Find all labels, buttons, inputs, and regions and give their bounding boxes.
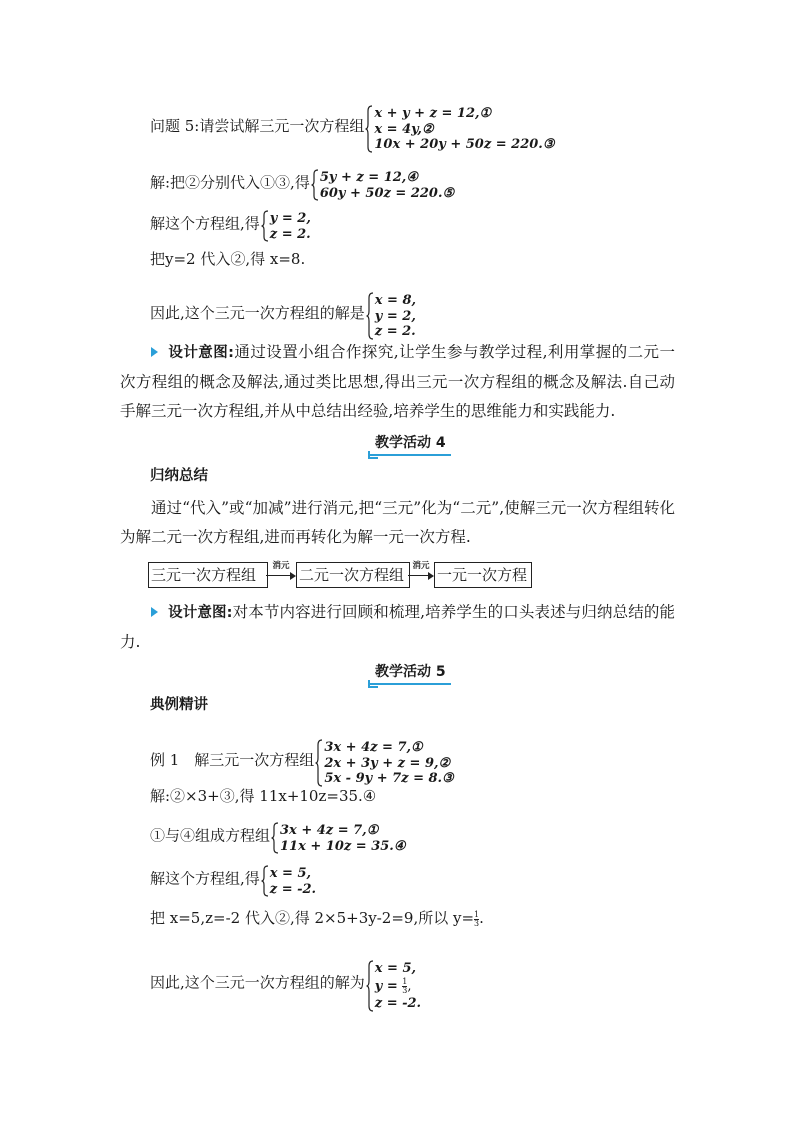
step-label: 解这个方程组,得 — [150, 869, 260, 888]
example-1 — [150, 740, 454, 787]
design-intent-label: 设计意图: — [168, 605, 233, 621]
left-brace-icon — [261, 210, 269, 242]
summary-title: 归纳总结 — [150, 468, 208, 484]
equation-system-step-1 — [311, 170, 454, 201]
example-step-4: 把 x=5,z=-2 代入②,得 2×5+3y-2=9,所以 $y=\frac{1}{3}$ . — [150, 909, 484, 928]
equation-system-step-4 — [366, 293, 416, 340]
fraction-one-third: $\frac{1}{3}$ — [474, 909, 480, 928]
heading-underline — [370, 454, 451, 456]
solution-step-3: 把y=2 代入②,得 x=8. — [150, 250, 306, 268]
flow-arrow-label: 消元 — [412, 561, 430, 571]
left-brace-icon — [271, 822, 279, 854]
equation-row: 5x - 9y + 7z = 8.③ — [324, 771, 454, 786]
step-text: 把 x=5,z=-2 代入②,得 2×5+3y-2=9,所以 y= — [150, 909, 475, 927]
equation-system-example-solution — [366, 961, 421, 1011]
example-title: 典例精讲 — [150, 697, 208, 713]
equation-row: 3x + 4z = 7,① — [280, 823, 379, 838]
example-step-1: 解:②×3+③,得 11x+10z=35.④ — [150, 787, 377, 805]
activity-title: 教学活动 4 — [375, 435, 446, 451]
equation-row: $y = \frac{1}{3}$ , — [374, 976, 412, 995]
design-intent-label: 设计意图: — [168, 345, 234, 361]
equation-row: x = 4y,② — [374, 121, 434, 137]
triangle-bullet-icon — [151, 347, 158, 357]
equation-row: x = 5, — [269, 866, 312, 881]
example-step-2 — [150, 823, 406, 854]
equation-row: z = 2. — [374, 324, 416, 339]
fraction-one-third: $\frac{1}{3}$ — [402, 976, 408, 995]
step-label: 因此,这个三元一次方程组的解是 — [150, 304, 365, 322]
activity-5-heading — [370, 662, 451, 684]
step-label: 解:把②分别代入①③,得 — [150, 173, 310, 192]
heading-underline — [370, 683, 451, 685]
summary-text: 通过“代入”或“加减”进行消元,把“三元”化为“二元”,使解三元一次方程组转化为解二元一次方程组,进而再转化为解一元一次方程. — [120, 499, 675, 546]
left-brace-icon — [366, 292, 374, 340]
problem-5 — [150, 106, 554, 153]
design-intent-text: 对本节内容进行回顾和梳理,培养学生的口头表述与归纳总结的能力. — [120, 603, 675, 651]
equation-row: x = 5, — [374, 961, 417, 976]
design-intent-text: 通过设置小组合作探究,让学生参与教学过程,利用掌握的二元一次方程组的概念及解法,通过类比思想,得出三元一次方程组的概念及解法.自己动手解三元一次方程组,并从中总结出经验,培养学生的思维能力和实践能力. — [120, 343, 675, 420]
equation-row: 11x + 10z = 35.④ — [280, 838, 406, 854]
heading-underline-cap — [368, 451, 378, 459]
solution-step-1 — [150, 170, 454, 201]
equation-system-problem-5 — [365, 106, 554, 153]
equation-row: 2x + 3y + z = 9,② — [324, 755, 451, 771]
left-brace-icon — [365, 105, 373, 153]
example-step-3 — [150, 866, 316, 897]
equation-row: 3x + 4z = 7,① — [324, 740, 423, 755]
equation-row: y = 2, — [269, 211, 311, 226]
flow-arrow — [408, 562, 434, 588]
left-brace-icon — [311, 169, 319, 201]
equation-row: x = 8, — [374, 293, 417, 308]
design-intent-2 — [120, 598, 675, 657]
flow-arrow-label: 消元 — [272, 561, 290, 571]
flow-box-two-variable: 二元一次方程组 — [296, 562, 410, 588]
left-brace-icon — [261, 865, 269, 897]
equation-system-example-step-3 — [261, 866, 316, 897]
step-label: ①与④组成方程组 — [150, 826, 271, 845]
equation-row: z = -2. — [374, 995, 422, 1011]
equation-system-step-2 — [261, 211, 311, 242]
equation-system-example-1 — [315, 740, 453, 787]
example-label: 例 1 解三元一次方程组 — [150, 751, 315, 769]
equation-row: 5y + z = 12,④ — [319, 170, 418, 185]
flow-box-three-variable: 三元一次方程组 — [148, 562, 268, 588]
equation-row: x + y + z = 12,① — [374, 106, 492, 121]
equation-row: z = 2. — [269, 226, 311, 242]
flow-arrow — [266, 562, 296, 588]
heading-underline-cap — [368, 680, 378, 688]
equation-row: y = 2, — [374, 308, 416, 324]
problem-5-label: 问题 5:请尝试解三元一次方程组 — [150, 117, 365, 135]
left-brace-icon — [366, 960, 374, 1012]
solution-step-4 — [150, 293, 416, 340]
flow-box-one-variable: 一元一次方程 — [434, 562, 532, 588]
example-step-5 — [150, 961, 421, 1011]
design-intent-1 — [120, 338, 675, 426]
left-brace-icon — [315, 739, 323, 787]
equation-row: 10x + 20y + 50z = 220.③ — [374, 137, 555, 152]
equation-row: 60y + 50z = 220.⑤ — [319, 185, 455, 201]
activity-4-heading — [370, 433, 451, 455]
equation-row: z = -2. — [269, 881, 317, 897]
step-label: 解这个方程组,得 — [150, 214, 260, 233]
activity-title: 教学活动 5 — [375, 664, 446, 680]
solution-step-2 — [150, 211, 311, 242]
triangle-bullet-icon — [151, 607, 158, 617]
step-label: 因此,这个三元一次方程组的解为 — [150, 973, 365, 992]
equation-system-example-step-2 — [271, 823, 405, 854]
